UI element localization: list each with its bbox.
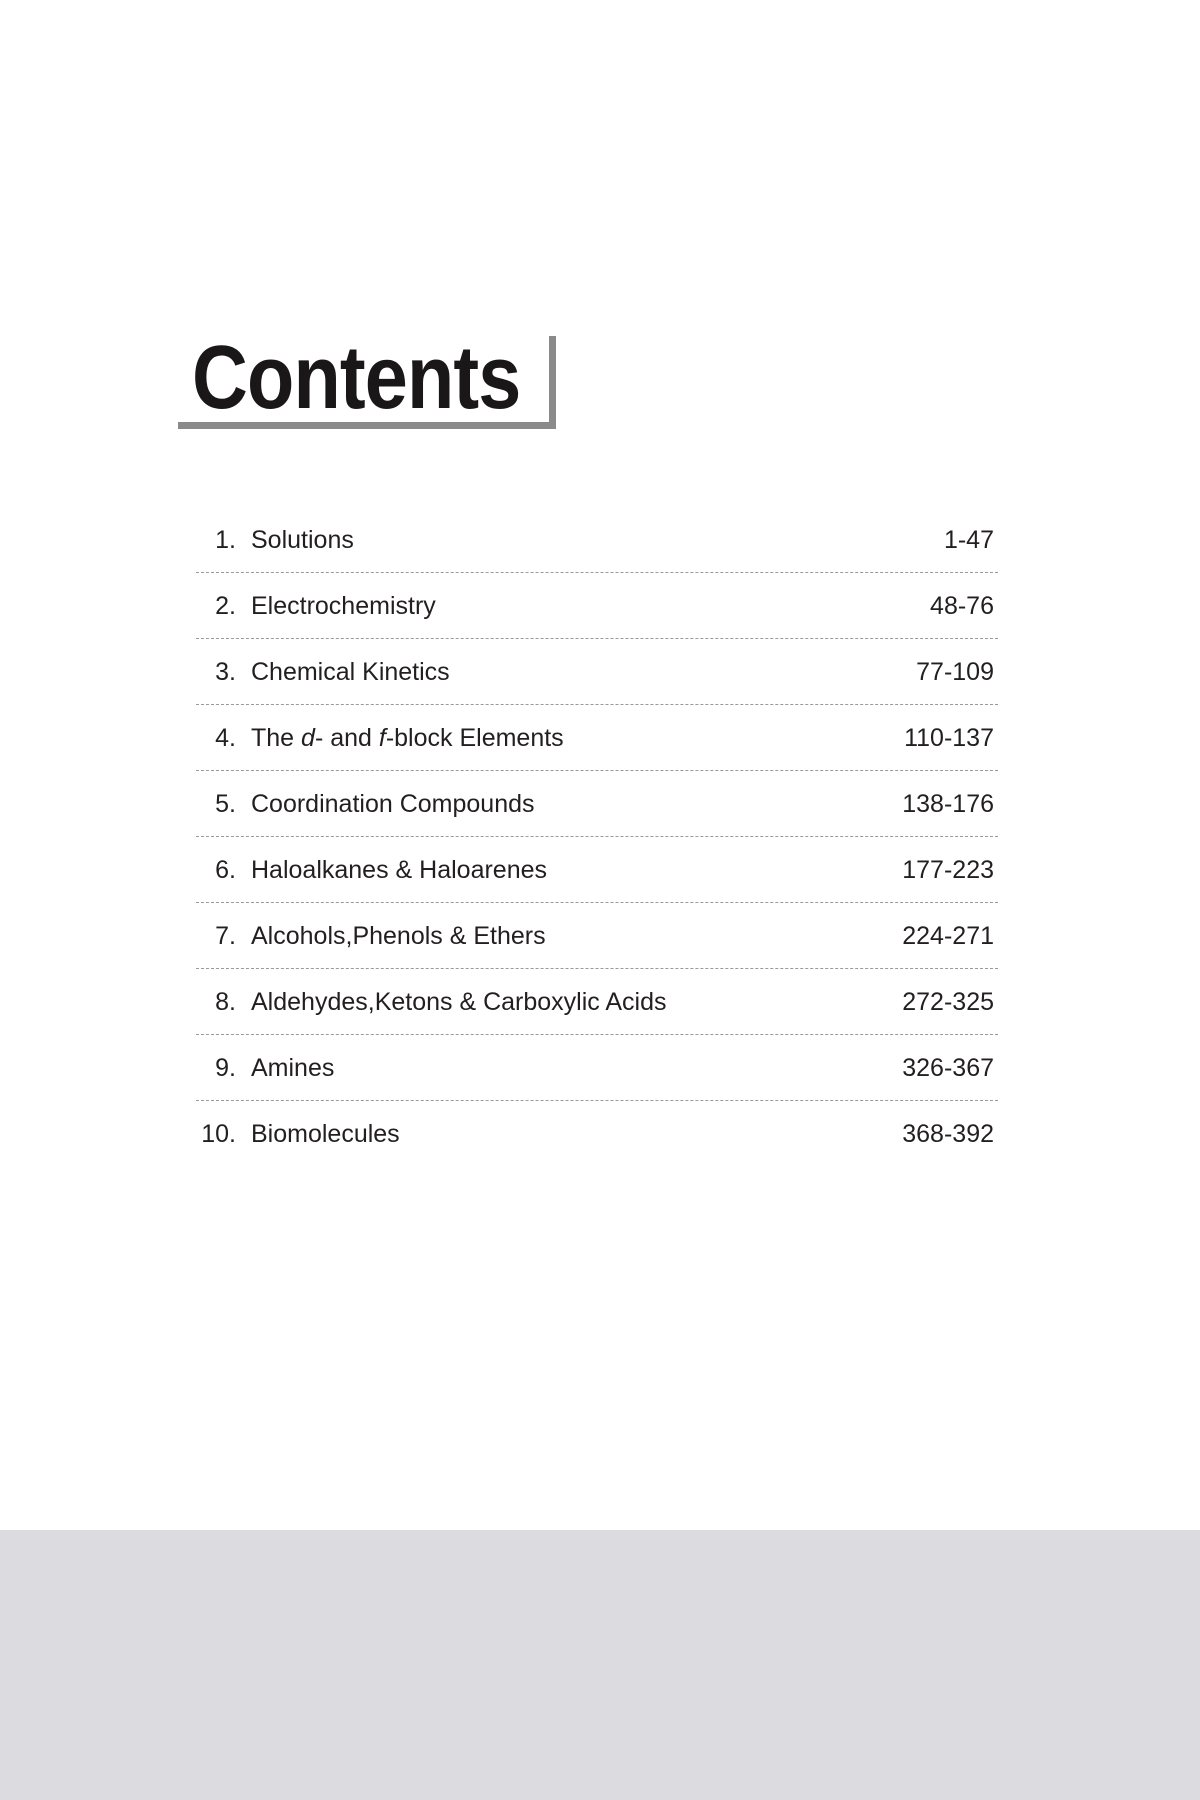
toc-title-italic-f: f bbox=[378, 724, 386, 752]
toc-entry-pages: 326-367 bbox=[902, 1054, 994, 1082]
toc-entry-title: Solutions bbox=[251, 526, 354, 554]
toc-entry-pages: 368-392 bbox=[902, 1120, 994, 1148]
toc-entry-title: Amines bbox=[251, 1054, 335, 1082]
toc-title-middle: - and bbox=[314, 724, 379, 752]
toc-entry-number: 1. bbox=[215, 526, 236, 554]
toc-entry[interactable] bbox=[196, 1101, 998, 1167]
toc-title-prefix: The bbox=[251, 724, 302, 752]
heading-frame-right-bar bbox=[549, 336, 556, 429]
toc-entry[interactable] bbox=[196, 1035, 998, 1101]
toc-entry-pages: 272-325 bbox=[902, 988, 994, 1016]
toc-title-italic-d: d bbox=[301, 724, 315, 752]
toc-entry-number: 5. bbox=[215, 790, 236, 818]
toc-entry-title: Electrochemistry bbox=[251, 592, 436, 620]
toc-entry-number: 7. bbox=[215, 922, 236, 950]
toc-entry[interactable] bbox=[196, 507, 998, 573]
toc-entry-title: Aldehydes,Ketons & Carboxylic Acids bbox=[251, 988, 667, 1016]
toc-entry-title bbox=[251, 722, 564, 754]
toc-entry[interactable] bbox=[196, 573, 998, 639]
toc-entry[interactable] bbox=[196, 903, 998, 969]
page-footer-band bbox=[0, 1530, 1200, 1800]
toc-entry-pages: 110-137 bbox=[904, 724, 994, 752]
toc-entry[interactable] bbox=[196, 771, 998, 837]
table-of-contents bbox=[196, 507, 998, 1167]
toc-entry-title: Haloalkanes & Haloarenes bbox=[251, 856, 548, 884]
toc-entry-pages: 1-47 bbox=[943, 526, 994, 554]
toc-entry-pages: 224-271 bbox=[902, 922, 994, 950]
toc-entry-number: 2. bbox=[215, 592, 236, 620]
toc-entry-number: 6. bbox=[215, 856, 236, 884]
toc-entry-pages: 177-223 bbox=[902, 856, 994, 884]
toc-entry-number: 8. bbox=[215, 988, 236, 1016]
toc-entry-title: Alcohols,Phenols & Ethers bbox=[251, 922, 546, 950]
toc-entry-number: 10. bbox=[201, 1120, 236, 1148]
contents-heading-block bbox=[178, 328, 556, 432]
contents-heading: Contents bbox=[192, 328, 521, 428]
toc-entry-number: 9. bbox=[215, 1054, 236, 1082]
toc-entry-pages: 48-76 bbox=[930, 592, 994, 620]
toc-entry-title: Biomolecules bbox=[251, 1120, 400, 1148]
toc-entry-title: Coordination Compounds bbox=[251, 790, 535, 818]
toc-title-suffix: -block Elements bbox=[385, 724, 564, 752]
toc-entry[interactable] bbox=[196, 639, 998, 705]
toc-entry-title: Chemical Kinetics bbox=[251, 658, 450, 686]
toc-entry[interactable] bbox=[196, 837, 998, 903]
toc-entry-number: 3. bbox=[215, 658, 236, 686]
toc-entry-pages: 138-176 bbox=[902, 790, 994, 818]
toc-entry-number: 4. bbox=[215, 724, 236, 752]
toc-entry[interactable] bbox=[196, 705, 998, 771]
toc-entry-pages: 77-109 bbox=[916, 658, 994, 686]
toc-entry[interactable] bbox=[196, 969, 998, 1035]
